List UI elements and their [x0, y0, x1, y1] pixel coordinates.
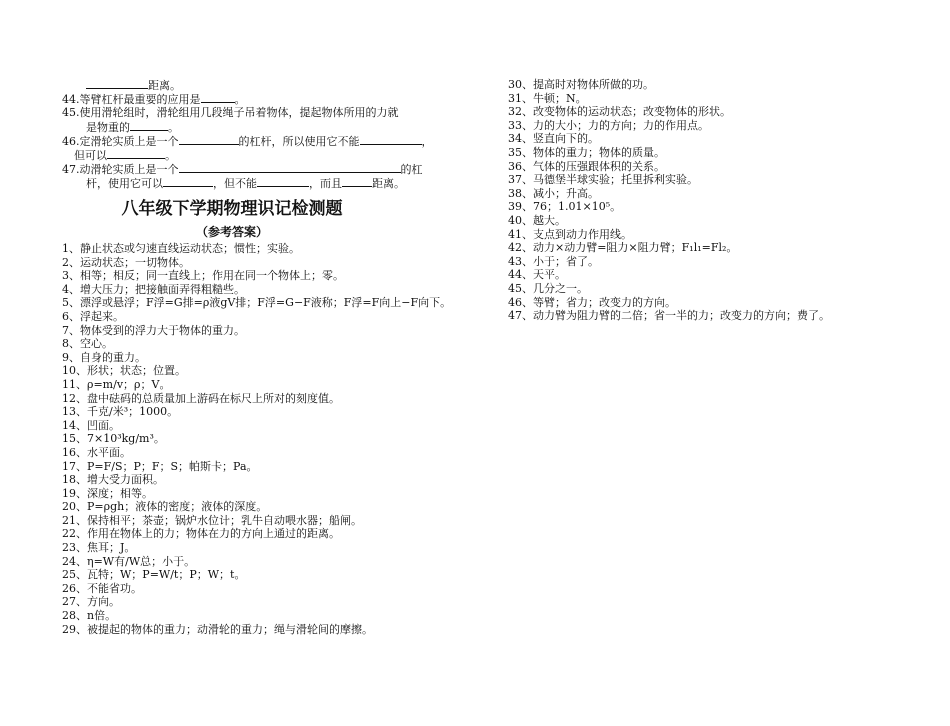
answer-item: 40、越大。: [508, 213, 566, 227]
answer-item: 39、76；1.01×10⁵。: [508, 200, 622, 214]
question-text: 定滑轮实质上是一个: [79, 135, 179, 148]
question-43-tail: [62, 78, 457, 92]
question-text: 等臂杠杆最重要的应用是: [79, 93, 201, 106]
question-text: ，而且: [309, 177, 342, 190]
answer-item: 18、增大受力面积。: [62, 473, 164, 487]
question-number: 46.: [62, 135, 80, 148]
answer-item: 9、自身的重力。: [62, 350, 146, 364]
answer-blank: [179, 162, 401, 173]
answer-item: 6、浮起来。: [62, 309, 124, 323]
answer-item: 15、7×10³kg/m³。: [62, 432, 165, 446]
question-46: [62, 134, 457, 148]
answer-item: 3、相等；相反；同一直线上；作用在同一个物体上；零。: [62, 269, 344, 283]
question-number: 45.: [62, 106, 80, 119]
answer-list-right: [508, 78, 928, 323]
question-45: [62, 106, 457, 120]
answer-item: 31、牛顿；N。: [508, 91, 587, 105]
answer-blank: [130, 120, 168, 131]
answer-item: 16、水平面。: [62, 445, 131, 459]
answer-item: 41、支点到动力作用线。: [508, 227, 632, 241]
question-47: [62, 162, 457, 176]
answer-item: 7、物体受到的浮力大于物体的重力。: [62, 323, 245, 337]
question-text: 距离。: [148, 79, 181, 92]
question-text: 的杠: [400, 163, 423, 176]
answer-list-left: [62, 242, 457, 636]
question-number: 44.: [62, 93, 80, 106]
answer-item: 34、竖直向下的。: [508, 132, 599, 146]
question-number: 47.: [62, 163, 80, 176]
answer-blank: [163, 176, 213, 187]
question-text: 动滑轮实质上是一个: [79, 163, 179, 176]
answer-blank: [342, 176, 372, 187]
answer-item: 27、方向。: [62, 595, 120, 609]
answer-item: 17、P=F/S；P；F；S；帕斯卡；Pa。: [62, 459, 258, 473]
answer-blank: [179, 134, 239, 145]
answer-item: 28、n倍。: [62, 609, 117, 623]
answer-item: 43、小于；省了。: [508, 254, 599, 268]
answer-item: 25、瓦特；W；P=W/t；P；W；t。: [62, 568, 246, 582]
question-text: 。: [234, 93, 246, 106]
answer-item: 23、焦耳；J。: [62, 541, 136, 555]
question-text: 。: [165, 149, 176, 162]
answer-blank: [86, 78, 148, 89]
question-text: ，但不能: [213, 177, 257, 190]
answer-item: 26、不能省功。: [62, 581, 142, 595]
question-text: 是物重的: [86, 121, 130, 134]
answer-item: 24、η=W有/W总；小于。: [62, 554, 196, 568]
question-text: 的杠杆，所以使用它不能: [238, 135, 360, 148]
question-text: 但可以: [74, 149, 107, 162]
answer-item: 37、马德堡半球实验；托里拆利实验。: [508, 173, 698, 187]
answer-item: 19、深度；相等。: [62, 486, 153, 500]
answer-item: 45、几分之一。: [508, 281, 588, 295]
answer-item: 38、减小；升高。: [508, 186, 599, 200]
answer-item: 32、改变物体的运动状态；改变物体的形状。: [508, 105, 731, 119]
answer-blank: [360, 134, 422, 145]
answer-item: 22、作用在物体上的力；物体在力的方向上通过的距离。: [62, 527, 340, 541]
answer-item: 44、天平。: [508, 268, 566, 282]
answer-item: 36、气体的压强跟体积的关系。: [508, 159, 665, 173]
answer-item: 33、力的大小；力的方向；力的作用点。: [508, 118, 709, 132]
answer-item: 47、动力臂为阻力臂的二倍；省一半的力；改变力的方向；费了。: [508, 309, 830, 323]
question-47-line2: [62, 176, 457, 190]
answer-blank: [107, 148, 165, 159]
answer-blank: [257, 176, 309, 187]
left-column: [62, 78, 457, 636]
answer-item: 35、物体的重力；物体的质量。: [508, 145, 665, 159]
answer-item: 14、凹面。: [62, 418, 120, 432]
answer-item: 42、动力×动力臂=阻力×阻力臂；F₁l₁=Fl₂。: [508, 241, 738, 255]
answer-item: 20、P=ρgh；液体的密度；液体的深度。: [62, 500, 268, 514]
answer-item: 13、千克/米³；1000。: [62, 405, 179, 419]
question-44: [62, 92, 457, 106]
answer-blank: [201, 92, 235, 103]
answer-item: 1、静止状态或匀速直线运动状态；惯性；实验。: [62, 242, 300, 255]
answer-item: 5、漂浮或悬浮；F浮=G排=ρ液gV排；F浮=G−F液称；F浮=F向上−F向下。: [62, 296, 452, 310]
answer-item: 4、增大压力；把接触面弄得粗糙些。: [62, 282, 245, 296]
answer-item: 8、空心。: [62, 337, 113, 351]
question-text: 。: [168, 121, 179, 134]
question-45-line2: [62, 120, 457, 134]
answer-item: 30、提高时对物体所做的功。: [508, 78, 654, 91]
answer-item: 11、ρ=m/v；ρ；V。: [62, 377, 171, 391]
answer-item: 12、盘中砝码的总质量加上游码在标尺上所对的刻度值。: [62, 391, 340, 405]
answer-item: 2、运动状态；一切物体。: [62, 255, 190, 269]
question-text: 使用滑轮组时，滑轮组用几段绳子吊着物体，提起物体所用的力就: [79, 106, 399, 119]
question-text: 杆，使用它可以: [86, 177, 163, 190]
page-subtitle: （参考答案）: [195, 225, 268, 239]
page-title: 八年级下学期物理识记检测题: [121, 199, 343, 219]
answer-item: 21、保持相平；茶壶；锅炉水位计；乳牛自动喂水器；船闸。: [62, 513, 362, 527]
question-46-line2: [62, 148, 457, 162]
answer-item: 46、等臂；省力；改变力的方向。: [508, 295, 676, 309]
question-text: ，: [421, 135, 433, 148]
answer-item: 10、形状；状态；位置。: [62, 364, 186, 378]
right-column: [508, 78, 928, 323]
answer-item: 29、被提起的物体的重力；动滑轮的重力；绳与滑轮间的摩擦。: [62, 622, 373, 636]
question-text: 距离。: [372, 177, 405, 190]
